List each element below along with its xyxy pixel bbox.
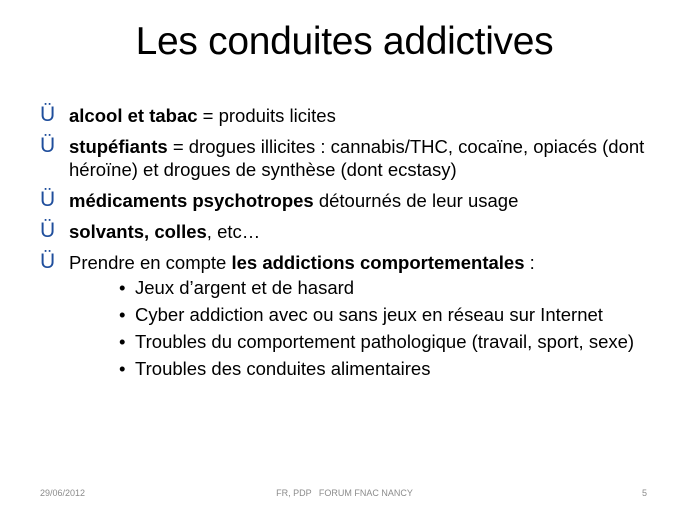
sub-bullet-dot-icon: •: [119, 304, 126, 325]
bullet-marker-icon: Ü: [40, 103, 56, 126]
bullet-bold-text: médicaments psychotropes: [69, 190, 314, 211]
sub-bullet-list: [119, 277, 660, 380]
bullet-text: :: [524, 252, 535, 273]
sub-bullet-dot-icon: •: [119, 358, 126, 379]
sub-bullet-item: [119, 331, 660, 353]
sub-bullet-text: Cyber addiction avec ou sans jeux en réseau sur Internet: [135, 304, 603, 325]
sub-bullet-text: Jeux d’argent et de hasard: [135, 277, 355, 298]
sub-bullet-text: Troubles des conduites alimentaires: [135, 358, 431, 379]
footer-center-text: FR, PDP FORUM FNAC NANCY: [276, 488, 413, 498]
bullet-item-narcotics: [40, 135, 660, 181]
bullet-list: [40, 104, 660, 399]
bullet-item-alcohol-tobacco: [40, 104, 660, 127]
bullet-item-solvents: [40, 220, 660, 243]
sub-bullet-item: [119, 358, 660, 380]
footer-date: 29/06/2012: [40, 488, 86, 498]
bullet-marker-icon: Ü: [40, 188, 56, 211]
slide-title: Les conduites addictives: [135, 20, 554, 63]
bullet-item-behavioral-addictions: [40, 251, 660, 380]
sub-bullet-dot-icon: •: [119, 277, 126, 298]
sub-bullet-text: Troubles du comportement pathologique (travail, sport, sexe): [135, 331, 635, 352]
sub-bullet-dot-icon: •: [119, 331, 126, 352]
sub-bullet-item: [119, 304, 660, 326]
bullet-text: détournés de leur usage: [313, 190, 519, 211]
bullet-text: Prendre en compte: [69, 252, 232, 273]
bullet-item-psychotropic-drugs: [40, 189, 660, 212]
bullet-text: = drogues illicites : cannabis/THC, cocaïne, opiacés (dont héroïne) et drogues de synthèse (dont ecstasy): [69, 136, 645, 180]
bullet-text: , etc…: [206, 221, 261, 242]
bullet-marker-icon: Ü: [40, 250, 56, 273]
bullet-marker-icon: Ü: [40, 219, 56, 242]
bullet-marker-icon: Ü: [40, 134, 56, 157]
bullet-text: = produits licites: [197, 105, 336, 126]
sub-bullet-item: [119, 277, 660, 299]
bullet-bold-text: solvants, colles: [69, 221, 207, 242]
bullet-bold-text: les addictions comportementales: [231, 252, 525, 273]
footer-page-number: 5: [641, 488, 647, 498]
bullet-bold-text: alcool et tabac: [69, 105, 198, 126]
bullet-bold-text: stupéfiants: [69, 136, 168, 157]
